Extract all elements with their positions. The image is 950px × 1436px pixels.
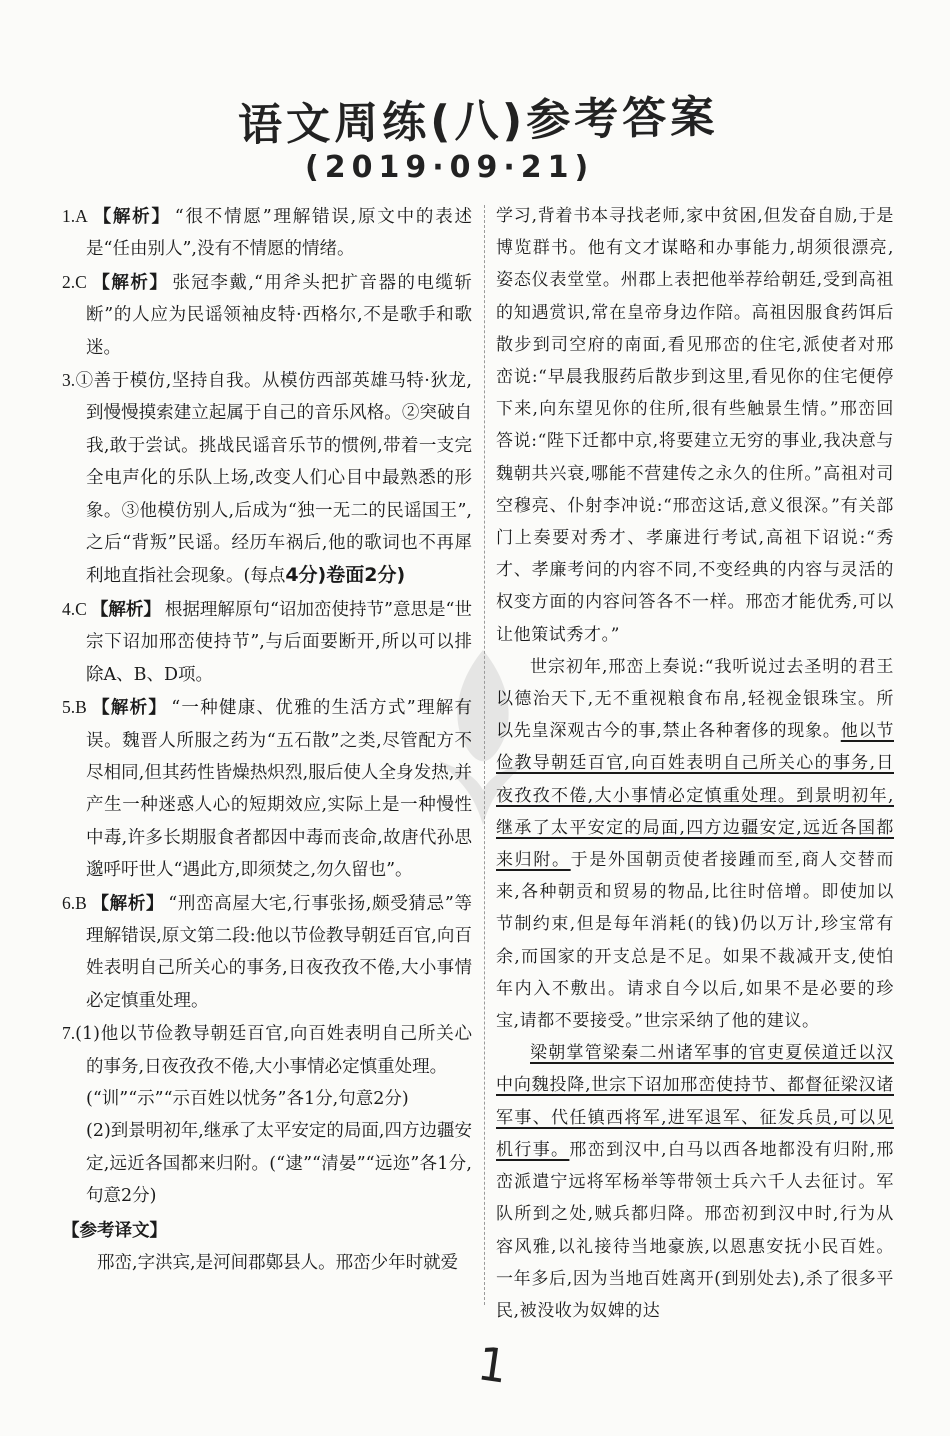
left-column: [62, 200, 472, 1279]
translation-text: 邢峦到汉中,白马以西各地都没有归附,邢峦派遣宁远将军杨举等带领士兵六千人去征讨。军队所到之处,贼兵都归降。邢峦初到汉中时,行为从容风雅,以礼接待当地豪族,以恩惠安抚小民百姓。一年多后,因为当地百姓离开(到别处去),杀了很多平民,被没收为奴婢的达: [496, 1139, 894, 1321]
answer-text: “很不情愿”理解错误,原文中的表述是“任由别人”,没有不情愿的情绪。: [86, 207, 472, 260]
answer-text: “刑峦高屋大宅,行事张扬,颇受猜忌”等理解错误,原文第二段:他以节俭教导朝廷百官,向百姓表明自己所关心的事务,日夜孜孜不倦,大小事情必定慎重处理。: [86, 893, 472, 1011]
answer-number: 3.: [62, 370, 76, 391]
handwritten-page-number: 1: [474, 1336, 511, 1394]
translation-text: 于是外国朝贡使者接踵而至,商人交替而来,各种朝贡和贸易的物品,比往时倍增。即使加以节制约束,但是每年消耗(的钱)仍以万计,珍宝常有余,而国家的开支总是不足。如果不裁减开支,使怕年内入不敷出。请求自今以后,如果不是必要的珍宝,请都不要接受。”世宗采纳了他的建议。: [496, 850, 895, 1032]
answer-5: [62, 691, 472, 886]
translation-text: 世宗初年,邢峦上奏说:“我听说过去圣明的君王以德治天下,无不重视粮食布帛,轻视金银珠宝。所以先皇深观古今的事,禁止各种奢侈的现象。: [496, 656, 894, 742]
right-column: [496, 200, 894, 1327]
answer-7-score: (“训”“示”“示百姓以忧务”各1分,句意2分): [86, 1088, 409, 1109]
answer-7-part-2: (2)到景明初年,继承了太平安定的局面,四方边疆安定,远近各国都来归附。(“逮”“清晏”“远迩”各1分,句意2分): [86, 1121, 472, 1207]
analysis-tag: 【解析】: [90, 599, 161, 620]
answer-6: [62, 887, 472, 1018]
column-divider: [484, 205, 485, 1305]
answer-number: 1.A: [62, 206, 88, 226]
answer-number: 7.: [62, 1023, 76, 1044]
answer-text: (1)他以节俭教导朝廷百官,向百姓表明自己所关心的事务,日夜孜孜不倦,大小事情必定慎重处理。: [75, 1024, 472, 1077]
answer-4: [62, 593, 472, 691]
handwritten-date: (2019·09·21): [305, 150, 595, 185]
answer-2: [62, 266, 472, 364]
answer-number: 5.B: [62, 697, 87, 718]
answer-number: 6.B: [62, 892, 87, 913]
answer-text: ①善于模仿,坚持自我。从模仿西部英雄马特·狄龙,到慢慢摸索建立起属于自己的音乐风格。②突破自我,敢于尝试。挑战民谣音乐节的惯例,带着一支完全电声化的乐队上场,改变人们心目中最熟悉的形象。③他模仿别人,后成为“独一无二的民谣国王”,之后“背叛”民谣。经历车祸后,他的歌词也不再犀利地直指社会现象。(每点: [75, 371, 472, 587]
analysis-tag: 【解析】: [91, 207, 171, 227]
reference-translation-heading: 【参考译文】: [62, 1220, 167, 1241]
reference-translation-start: 邢峦,字洪宾,是河间郡鄚县人。邢峦少年时就爱: [97, 1253, 459, 1273]
handwritten-score-note: 4分)卷面2分): [285, 564, 406, 587]
answer-number: 4.C: [62, 598, 87, 619]
handwritten-title: 语文周练(八)参考答案: [237, 91, 719, 152]
analysis-tag: 【解析】: [90, 893, 165, 914]
analysis-tag: 【解析】: [90, 272, 169, 293]
answer-text: 张冠李戴,“用斧头把扩音器的电缆斩断”的人应为民谣领袖皮特·西格尔,不是歌手和歌迷。: [86, 272, 472, 358]
answer-3: [62, 364, 472, 593]
answer-1: [62, 200, 472, 266]
translation-paragraph-3: [496, 1037, 894, 1327]
underlined-text: 梁朝掌管梁秦二州诸军事的官吏夏侯道迁以汉中向魏投降,世宗下诏加邢峦使持节、都督征梁汉诸军事、代任镇西将军,进军退军、征发兵员,可以见机行事。: [496, 1043, 894, 1160]
answer-text: “一种健康、优雅的生活方式”理解有误。魏晋人所服之药为“五石散”之类,尽管配方不尽相同,但其药性皆燥热炽烈,服后使人全身发热,并产生一种迷惑人心的短期效应,实际上是一种慢性中毒,许多长期服食者都因中毒而丧命,故唐代孙思邈呼吁世人“遇此方,即须焚之,勿久留也”。: [86, 698, 472, 881]
answer-number: 2.C: [62, 271, 87, 292]
translation-paragraph-2: [496, 651, 894, 1037]
underlined-text: 他以节俭教导朝廷百官,向百姓表明自己所关心的事务,日夜孜孜不倦,大小事情必定慎重处理。到景明初年,继承了太平安定的局面,四方边疆安定,远近各国都来归附。: [496, 721, 894, 871]
answer-7: [62, 1017, 472, 1083]
answer-text: 根据理解原句“诏加峦使持节”意思是“世宗下诏加邢峦使持节”,与后面要断开,所以可以排除A、B、D项。: [86, 599, 472, 685]
translation-paragraph-1: 学习,背着书本寻找老师,家中贫困,但发奋自励,于是博览群书。他有文才谋略和办事能力,胡须很漂亮,姿态仪表堂堂。州郡上表把他举荐给朝廷,受到高祖的知遇赏识,常在皇帝身边作陪。高祖因服食药饵后散步到司空府的南面,看见邢峦的住宅,派使者对邢峦说:“早晨我服药后散步到这里,看见你的住宅便停下来,向东望见你的住所,很有些触景生情。”邢峦回答说:“陛下迁都中京,将要建立无穷的事业,我决意与魏朝共兴衰,哪能不营建传之永久的住所。”高祖对司空穆亮、仆射李冲说:“邢峦这话,意义很深。”有关部门上奏要对秀才、孝廉进行考试,高祖下诏说:“秀才、孝廉考问的内容不同,不变经典的内容与灵活的权变方面的内容问答各不一样。邢峦才能优秀,可以让他策试秀才。”: [496, 206, 894, 645]
analysis-tag: 【解析】: [90, 698, 168, 719]
